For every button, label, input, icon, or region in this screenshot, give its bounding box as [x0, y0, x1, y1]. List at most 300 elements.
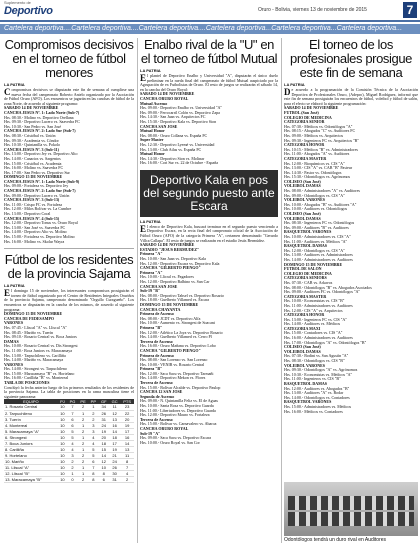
fixture-line: Hrs. 09:30.- Deportivo Lucero vs. Saavedra FC [4, 120, 80, 125]
fixture-heading: CANCHA JESÚS Nº. 2: Lado Sur (Sub-7) [4, 189, 76, 194]
fixture-heading: Sub-19 "B" [140, 289, 161, 294]
fixture-line: Hrs. 11:00.- Administradores vs. Auditores [284, 303, 353, 308]
table-cell: 20 [98, 434, 109, 440]
table-cell: 2. Tarpuchileno [4, 410, 58, 416]
fixture-line: Hrs. 09:00.- Odontólogos vs. CIS "A" [284, 193, 345, 198]
fixture-line: Hrs. 10:00.- Rosario Central vs. Dis Strongest [4, 344, 78, 349]
fixture-line: Hrs. 11:00.- Libertadores vs. Deportivo Guarda [140, 408, 216, 413]
fixture-heading: CANCHA JESÚS Nº. 3 (Sub-11) [4, 147, 59, 152]
fixture-heading: SÁBADO 14 DE NOVIEMBRE [284, 106, 339, 111]
table-cell: 24 [109, 458, 120, 464]
table-cell: 1 [78, 470, 88, 476]
table-cell: 10 [58, 446, 67, 452]
fixture-line: Hrs. 09:00.- Deportivo Enalbo vs. Universidad "A" [140, 106, 223, 111]
fixture-heading: DOMINGO 15 DE NOVIEMBRE [140, 302, 199, 307]
table-cell: 10 [98, 464, 109, 470]
column-header: PE [78, 399, 88, 404]
table-cell: 1 [78, 422, 88, 428]
fixture-line: Hrs. 13:00.- Deportivo Coral [4, 212, 51, 217]
fixture-line: Hrs. 13:00.- CIS "A" vs. CAB "B" Pasteur [284, 166, 353, 171]
fixture-line: Hrs. 11:00.- Auditores vs. Médicos "A" [284, 239, 348, 244]
table-cell: 2 [78, 416, 88, 422]
column-header: EQUIPO [4, 399, 58, 404]
fixture-line: Hrs. 14:00.- Canarios vs. Sargentos [4, 156, 61, 161]
fixture-heading: VOLEIBOL DAMAS [284, 184, 321, 189]
table-cell: 4 [67, 446, 78, 452]
fixture-line: Hrs. 12:00.- Saca Sacu vs. Deportivo Tarmañi [140, 371, 214, 376]
fixture-line: Hrs. 10:00.- Auditores vs. Odontólogos [284, 207, 347, 212]
fixture-line: Hrs. 11:00.- Abogados "A" vs. Auditores [284, 152, 350, 157]
fixture-line: Hrs. 11:00.- Ingenieros vs. CIS "B" [284, 377, 341, 382]
article-column-2 [140, 38, 278, 445]
table-cell: 2 [78, 458, 88, 464]
fixture-line: Hrs. 10:15.- Médicos "B" vs. Administradores [284, 147, 358, 152]
table-cell: 31 [98, 416, 109, 422]
table-cell: 10. Mariño [4, 458, 58, 464]
fixture-line: Hrs. 12:00.- Deportivo Mauro vs. Fortaleza [140, 413, 210, 418]
column-header: PJ [58, 399, 67, 404]
column-header: GC [109, 399, 120, 404]
fixture-line: Hrs. 07:30.- Bodini vs. San Agustín "A" [284, 354, 349, 359]
fixture-line: Hrs. 17:00.- San Pedro vs. Deportivo Sur [4, 170, 70, 175]
fixture-line: Hrs. 10:00.- Aumento vs. Strongest de Soacani [140, 321, 215, 326]
table-cell: 6 [67, 416, 78, 422]
table-cell: 5 [88, 452, 98, 458]
fixture-heading: CANCHA SAN JOSÉ [140, 284, 178, 289]
article-source: LA PATRIA [140, 68, 161, 73]
fixture-line: Hrs. 14:00.- Guelberto Villamed vs. Cerro Pl [140, 335, 212, 340]
fixture-list [4, 106, 134, 244]
article-lead: Compromisos decisivos se disputarán este fin de semana al cumplirse una nueva fecha del campeonato Roberto Antelo organizado por la Asociación de Fútbol Oruro (AFO). Los encuentros se jugarán en las canchas de fútbol de la zona Norte, de acuerdo al siguiente programa: [4, 87, 134, 106]
fixture-line: Hrs. 13:00.- Tarpuchileno vs. Carilliña [4, 353, 66, 358]
article-source: LA PATRIA [284, 82, 305, 87]
fixture-line: Hrs. 09:00.- Saca Sacu vs. Deportivo Escara [140, 436, 211, 441]
fixture-line: Hrs. 09:00.- Ferrocarril Colón vs. Deportivo Zapa [140, 110, 220, 115]
fixture-heading: Tercera de Ascenso [140, 339, 173, 344]
fixture-line: Hrs. 09:00.- Auditores FC vs. Odontólogos "A" [284, 290, 361, 295]
fixture-heading: Mutual Honor [140, 129, 165, 134]
page-number: 7 [403, 2, 417, 18]
table-cell: 2 [120, 476, 134, 482]
table-cell: 10 [58, 440, 67, 446]
fixture-heading: COLISEO (San José) [284, 212, 321, 217]
article-title: Fútbol de los residentes de la provincia Sajama [4, 252, 134, 282]
table-cell: 22 [120, 410, 134, 416]
fixture-line: Hrs. 10:30.- San Pedro vs. San José [4, 124, 61, 129]
fixture-heading: CANCHA JESÚS Nº. 4 (Sub-15) [4, 216, 60, 221]
fixture-line: Hrs. 16:00.- Administradores vs. Auditores [284, 336, 353, 341]
fixture-line: Hrs. 10:00.- Santa Rosa vs. Deportivo Guarda [140, 404, 214, 409]
table-cell: 2 [78, 428, 88, 434]
fixture-heading: VOLEIBOL VARONES [284, 363, 326, 368]
fixture-line: Hrs. 12:30.- Deportivo Lyemé vs. Universidad [140, 142, 215, 147]
table-cell: 12 [109, 410, 120, 416]
fixture-heading: CANCHA ORURO ROYAL [140, 427, 189, 431]
fixture-heading: VOLEIBOL DAMAS [284, 216, 321, 221]
table-cell: 17 [120, 428, 134, 434]
table-cell: 1 [88, 404, 98, 410]
fixture-line: Hrs. 08:00.- San Lorenzo vs. San Lorenzo [140, 358, 208, 363]
fixture-heading: VARONES [4, 362, 24, 367]
fixture-heading: CANCHA "GILBERTO PIENGO" [140, 266, 201, 271]
fixture-line: Hrs. 14:30.- San Juan vs. Arquitectos FC [140, 115, 206, 120]
fixture-line: Hrs. 16:00.- Molino vs. Saavedra FC [4, 166, 64, 171]
fixture-line: Hrs. 14:00.- Auditores vs. Médicos [284, 322, 341, 327]
fixture-heading: CATEGORÍA SENIOR [284, 120, 325, 125]
article-lead: El elenco de Deportivo Kala, buscará terminar en el segundo puesto venciendo a Deportivo Escara, en la recta final del campeonato oficial de la Asociación de Fútbol Oruro (AFO) de la categoría Primera "A", certamen denominado "Gerardo Villca Callapa". El resto de juegos se realizarán en el estadio Jesús Bermúdez. [140, 223, 278, 243]
table-cell: 5 [88, 446, 98, 452]
table-cell: 7 [67, 410, 78, 416]
fixture-heading: COLISEO (San José) [284, 179, 321, 184]
table-cell: 8 [88, 476, 98, 482]
photo-front-row [288, 512, 414, 526]
fixture-heading: Primera "B" [140, 325, 163, 330]
table-cell: 10 [58, 434, 67, 440]
fixture-line: Hrs. 08:00.- Oruro Collana vs. España FC [140, 133, 208, 138]
fixture-heading: FÚTBOL (San José) [284, 110, 319, 115]
column-divider [281, 38, 282, 543]
fixture-line: Hrs. 15:00.- Administradores vs. Médicos [284, 404, 351, 409]
fixture-heading: CANCHA JESÚS Nº. 2: Lado Sur (Sub-7) [4, 129, 76, 134]
fixture-line: Hrs. 14:00.- Deportivo Alto vs. Molino [4, 230, 67, 235]
table-cell: 6 [98, 476, 109, 482]
fixture-line: Hrs. 14:00.- Strongest vs. Tarpuchileno [4, 367, 67, 372]
fixture-line: Hrs. 15:00.- Cristóbal vs. Academia [4, 161, 62, 166]
photo-block [284, 478, 418, 543]
fixture-heading: CANCHA SAN JOSÉ [140, 124, 178, 129]
fixture-heading: TABLA DE POSICIONES [4, 381, 50, 386]
fixture-heading: Segunda de Ascenso [140, 394, 175, 399]
table-cell: 8 [120, 458, 134, 464]
fixture-heading: CANCHA ORURO ROYAL [140, 96, 189, 101]
team-photo [284, 482, 418, 536]
fixture-line: Hrs. 10:00.- Llicral vs. Pagadores [140, 275, 194, 280]
issue-date: Oruro - Bolivia, viernes 13 de noviembre de 2015 [258, 7, 367, 13]
fixture-heading: Primera de Ascenso [140, 312, 174, 317]
fixture-heading: DOMINGO 15 DE NOVIEMBRE [4, 312, 63, 317]
table-cell: 4 [88, 440, 98, 446]
table-cell: 10 [58, 428, 67, 434]
article-source: LA PATRIA [4, 283, 25, 289]
table-cell: 1 [78, 464, 88, 470]
fixture-heading: CANCHA DE FEDESAMPO [4, 316, 55, 321]
fixture-heading: CANCHA JESÚS Nº. 1: Lado Norte (Sub-7) [4, 110, 80, 115]
fixture-line: Hrs. 17:00.- Odontólogos "A" vs. Odontólogos "B" [284, 340, 367, 345]
table-cell: 5 [67, 434, 78, 440]
fixture-heading: Mutual Ascenso [140, 101, 168, 106]
fixture-line: Hrs. 09:30.- Ingenieros FC vs. Arquitectos "B" [284, 138, 359, 143]
table-cell: 10 [58, 476, 67, 482]
table-cell: 10 [58, 416, 67, 422]
fixture-list [4, 312, 134, 386]
fixture-line: Hrs. 09:00.- Auditores "B" vs. Auditores [284, 225, 349, 230]
fixture-line: Hrs. 07:45.- Lliscal "A" vs. Lliscal "A" [4, 325, 67, 330]
article-lead: De acuerdo a la programación de la Comisión Técnica de la Asociación Deportiva de Profesionales Oruro, (Adepro), Miguel Rodríguez, informó que este fin de semana prosiguirán los encuentros de fútbol, voleibol y fútbol de salón, para el efecto se elaboró la siguiente programación: [284, 87, 418, 106]
table-cell: 2 [78, 452, 88, 458]
fixture-line: Hrs. 09:00.- N. Quintanilla Feliz vs. El de Aguas [140, 399, 218, 404]
fixture-line: Hrs. 12:00.- Bioquímicos vs. CIS "A" [284, 161, 345, 166]
fixture-line: Hrs. 16:00.- Oruro Mañana vs. Deportivo Lobo [140, 344, 216, 349]
table-cell: 11 [109, 404, 120, 410]
article-source: LA PATRIA [140, 218, 161, 224]
table-cell: 19 [109, 446, 120, 452]
fixture-heading: SÁBADO 14 DE NOVIEMBRE [4, 106, 59, 111]
fixture-line: Hrs. 15:00.- Bolívar vs. Carnavalero vs. Abaroa [140, 422, 217, 427]
table-cell: 2 [67, 458, 78, 464]
fixture-heading: DAMAS [4, 339, 19, 344]
fixture-line: Hrs. 12:00.- Deportivo Tonus vs. Oruro Royal [4, 221, 78, 226]
column-header: PP [88, 399, 98, 404]
fixture-heading: FÚTBOL DE SALÓN [284, 267, 322, 272]
section-banner: Cartelera deportiva....Cartelera deportiva....Cartelera deportiva....Cartelera deportiva...Cartelera deportiva...Cartelera deportiva... [0, 24, 420, 34]
article-lead: El plantel de Deportivo Enalbo y Universidad "A", disputarán el único duelo preliminar en la rueda final del campeonato de fútbol Mutual auspiciado por la Agrupación de ex Futbolistas de Oruro. El resto de juegos se realizarán el sábado 14, en la cancha del Oruro Royal: [140, 73, 278, 92]
fixture-heading: CANCHA "GILBERTO PIENGO" [140, 348, 201, 353]
table-cell: 3 [88, 428, 98, 434]
fixture-heading: BASQUETBOL DAMAS [284, 244, 328, 249]
fixture-heading: SÁBADO 14 DE NOVIEMBRE [140, 92, 195, 97]
fixture-line: Hrs. 15:30.- Odontólogos vs. Agrónomos [284, 175, 351, 180]
fixture-line: Hrs. 10:00.- Oruro Royal vs. San Cor [140, 440, 200, 445]
fixture-heading: Sub-19 "A" [140, 431, 161, 436]
divider [4, 248, 134, 249]
fixture-line: Hrs. 08:00.- JCDT vs. Deportivo Alfa [140, 316, 201, 321]
article-title-box: Deportivo Kala en pos del segundo puesto ante Escara [140, 170, 278, 217]
table-cell: 7 [88, 464, 98, 470]
table-cell: 1 [78, 410, 88, 416]
table-cell: 21 [109, 452, 120, 458]
fixture-line: Hrs. 15:00.- Maracamaya "B" vs. Hortelano [4, 371, 75, 376]
fixture-list [140, 92, 278, 166]
fixture-heading: CANCHA 12 SAN JOSÉ [140, 390, 183, 395]
fixture-heading: CATEGORÍA HONOR [284, 313, 325, 318]
fixture-line: Hrs. 09:00.- Médicos vs. Arquitectos [284, 133, 343, 138]
table-body [4, 404, 134, 482]
table-cell: 2 [78, 404, 88, 410]
table-cell: 6 [88, 458, 98, 464]
fixture-heading: ESTADIO "JESÚS BERMÚDEZ" [140, 247, 200, 252]
table-cell: 19 [98, 428, 109, 434]
fixture-heading: SÁBADO 14 DE NOVIEMBRE [140, 243, 195, 248]
table-cell: 4 [120, 470, 134, 476]
table-cell: 17 [109, 440, 120, 446]
table-cell: 16 [109, 422, 120, 428]
fixture-line: Hrs. 11:00.- Crispo FC vs. Fortaleza [4, 202, 63, 207]
table-cell: 10 [58, 464, 67, 470]
article-note: Conclúyó la fecha anterior luego de los primeros resultados de los residentes de la provincia Sajama. La tabla de posiciones en la rama masculina tiene el siguiente panorama: [4, 384, 134, 399]
logo: Deportivo [4, 5, 53, 17]
table-cell: 7 [120, 464, 134, 470]
table-cell: 10 [58, 458, 67, 464]
fixture-heading: Primera "A" [140, 252, 163, 257]
fixture-line: Hrs. 12:00.- Deportivo Balbino vs. San Car [140, 280, 210, 284]
fixture-line: Hrs. 13:00.- San José vs. Saavedra FC [4, 225, 66, 230]
table-cell: 14 [98, 452, 109, 458]
photo-caption: Odontólogos tendrá un duro rival en Auditores [284, 537, 387, 543]
fixture-line: Hrs. 10:00.- VENIR vs. Rosario Central [140, 362, 205, 367]
table-cell: 12. Lliscal "B" [4, 470, 58, 476]
fixture-line: Hrs. 14:30.- Pastor vs. Odontólogos [284, 170, 342, 175]
fixture-heading: COLEGIO DE MEDICINA [284, 271, 332, 276]
table-cell: 4 [67, 440, 78, 446]
table-cell: 14 [120, 440, 134, 446]
fixture-line: Hrs. 14:00.- Mariño vs. Maracamaya [4, 358, 64, 363]
fixture-line: Hrs. 12:00.- CIS "A" vs. Arquitectos [284, 308, 343, 313]
article-column-3 [284, 38, 418, 414]
table-cell: 4 [88, 434, 98, 440]
fixture-heading: Primera de Ascenso [140, 353, 174, 358]
fixture-line: Hrs. 16:00.- Molino vs. Skolar Wayra [4, 239, 65, 244]
article-title: Compromisos decisivos en el torneo de fútbol menores [4, 37, 134, 80]
fixture-heading: Mutual Honor [140, 152, 165, 157]
fixture-line: Hrs. 08:00.- Odontólogos "B" vs. Abogados Asociados [284, 285, 372, 290]
table-cell: 23 [120, 404, 134, 410]
table-cell: 13 [120, 446, 134, 452]
fixture-heading: CANCHA CHAYANTA [140, 307, 181, 312]
fixture-heading: CATEGORÍA MAXI [284, 326, 321, 331]
fixture-line: Hrs. 10:00.- Abogados "B" vs. Auditores "A" [284, 202, 357, 207]
fixture-heading: COLISEO (San José) [284, 345, 321, 350]
table-cell: 30 [109, 470, 120, 476]
table-cell: 2 [67, 464, 78, 470]
table-cell: 3. Tuerín [4, 416, 58, 422]
table-cell: 26 [98, 410, 109, 416]
fixture-heading: VOLEIBOL VARONES [284, 198, 326, 203]
fixture-heading: BASQUETBOL VARONES [284, 400, 332, 405]
page-header [0, 0, 420, 22]
table-cell: 5. Maracamaya "A" [4, 428, 58, 434]
fixture-heading: VARONES [4, 321, 24, 326]
column-header: PG [67, 399, 78, 404]
table-cell: 24 [98, 422, 109, 428]
table-cell: 16 [120, 434, 134, 440]
fixture-line: Hrs. 13:00.- Deportivo Jey vs. Deportivo Alto [4, 152, 78, 157]
fixture-line: Hrs. 07:30.- Médicos vs. Odontólogos "A" [284, 124, 353, 129]
fixture-heading: CATEGORÍA MASTER [284, 156, 327, 161]
table-cell: 10 [58, 470, 67, 476]
table-cell: 0 [67, 476, 78, 482]
article-source: LA PATRIA [4, 82, 25, 87]
fixture-heading: CANCHA JESÚS Nº. 1: Lado Norte (Sub-9) [4, 179, 80, 184]
fixture-line: Hrs. 18:00.- Guelberto Villamed vs. Escara [140, 298, 210, 303]
fixture-line: Hrs. 08:30.- Odontólogos vs. CIS "B" [284, 359, 345, 364]
table-cell: 13 [109, 416, 120, 422]
fixture-heading: BASQUETBOL VARONES [284, 230, 332, 235]
standings-table [4, 399, 134, 482]
table-cell: 1 [78, 434, 88, 440]
fixture-line: Hrs. 11:00.- Boca Juniors vs. Maracamaya [4, 348, 73, 353]
column-header: GF [98, 399, 109, 404]
fixture-line: Hrs. 10:00.- Economistas vs. CIS "B" [284, 299, 345, 304]
article-title: El torneo de los profesionales prosigue este fin de semana [289, 37, 412, 80]
fixture-heading: COLEGIO DE MEDICINA [284, 115, 332, 120]
table-cell: 15 [98, 446, 109, 452]
table-cell: 14 [109, 428, 120, 434]
logo-subtitle: Suplemento de [4, 0, 31, 5]
fixture-line: Hrs. 10:00.- Administradores vs. CIS "A" [284, 235, 351, 239]
fixture-heading: Tercera de Ascenso [140, 417, 173, 422]
fixture-line: Hrs. 12:00.- Milos Bolívar vs. La Cumbre [4, 207, 72, 212]
fixture-line: Hrs. 13:00.- Ingenieros FC vs. CIS "A" [284, 317, 347, 322]
fixture-line: Hrs. 14:00.- Odontólogos vs. Contadores [284, 395, 350, 400]
fixture-line: Hrs. 12:00.- Deportivo Escara vs. Deportivo Kala [140, 261, 220, 266]
table-cell: 2 [78, 476, 88, 482]
fixture-line: Hrs. 08:00.- Deportivo Tabsel vs. Deportivo Rosario [140, 293, 224, 298]
fixture-line: Hrs. 08:45.- Mariño vs. Tuerín [4, 330, 54, 335]
fixture-heading: CATEGORÍA MASTER [284, 294, 327, 299]
table-row [4, 476, 134, 482]
fixture-line: Hrs. 12:00.- Odontólogos vs. CIS "A" [284, 248, 345, 253]
fixture-line: Hrs. 09:30.- Odontólogos "A" vs. Agrónomos [284, 368, 358, 373]
column-divider [137, 38, 138, 543]
fixture-line: Hrs. 15:00.- Contadores vs. CIS "A" [284, 331, 343, 336]
fixture-line: Hrs. 15:00.- Bolívar Alcalde vs. Deportivo Paulop [140, 385, 221, 390]
table-cell: 20 [120, 416, 134, 422]
table-cell: 2 [88, 410, 98, 416]
fixture-line: Hrs. 10:00.- San Juan vs. Deportivo Kala [140, 257, 206, 262]
fixture-line: Hrs. 08:30.- Cristóbal vs. Unión [4, 133, 56, 138]
fixture-heading: CANCHA JESÚS Nº. 3 (Sub-13) [4, 198, 60, 203]
fixture-line: Hrs. 08:15.- Abogados "C" vs. Auditores FC [284, 129, 356, 134]
table-cell: 10 [58, 452, 67, 458]
table-cell: 10 [58, 422, 67, 428]
fixture-line: Hrs. 09:30.- Academia vs. Cóndor [4, 138, 59, 143]
fixture-line: Hrs. 07:30.- CAB vs. Arkavos [284, 280, 333, 285]
fixture-line: Hrs. 13:00.- Auditores "A" vs. Bodar [284, 391, 344, 396]
table-cell: 10 [58, 410, 67, 416]
table-cell: 31 [109, 476, 120, 482]
table-cell: 2 [78, 440, 88, 446]
table-cell: 3 [67, 452, 78, 458]
fixture-line: Hrs. 16:00.- Carilliña "B" vs. Montereal [4, 376, 69, 381]
table-cell: 34 [98, 404, 109, 410]
table-cell: 18 [98, 440, 109, 446]
fixture-heading: BASQUETBOL DAMAS [284, 382, 328, 386]
table-cell: 11. Lliscal "A" [4, 464, 58, 470]
table-cell: 18 [109, 434, 120, 440]
fixture-line: Hrs. 08:00.- Administradores "A" vs. Auditores [284, 189, 360, 194]
table-cell: 8 [98, 470, 109, 476]
fixture-line: Hrs. 12:00.- Auditores vs. Abogados "B" [284, 386, 350, 391]
table-cell: 6 [67, 422, 78, 428]
table-cell: 4. Montereal [4, 422, 58, 428]
fixture-line: Hrs. 14:30.- Deportivo Sion vs. Molinar [140, 156, 205, 161]
table-cell: 5 [67, 428, 78, 434]
fixture-heading: CATEGORÍA HONOR [284, 143, 325, 148]
fixture-line: Hrs. 10:30.- Economistas vs. Médicos "A" [284, 372, 353, 377]
table-cell: 3 [88, 422, 98, 428]
table-cell: 1. Rosario Central [4, 404, 58, 410]
fixture-line: Hrs. 09:10.- Rosario Central vs. Boca Juniors [4, 335, 77, 340]
fixture-line: Hrs. 16:00.- Cori Sur vs. 22 de Octubre - España [140, 161, 218, 166]
photo-back-row [288, 496, 414, 510]
fixture-heading: DOMINGO 15 DE NOVIEMBRE [4, 175, 63, 180]
fixture-heading: Primera "A" [140, 270, 163, 275]
fixture-line: Hrs. 12:00.- Atlético La Joya vs. Deportivo Rosario [140, 330, 223, 335]
table-cell: 2 [88, 416, 98, 422]
fixture-line: Hrs. 16:00.- Médicos vs. Contadores [284, 409, 343, 414]
fixture-line: Hrs. 14:00.- Deportivo Mekon vs. Flores [140, 376, 206, 381]
fixture-list [140, 243, 278, 445]
table-cell: 10 [58, 404, 67, 410]
fixture-line: Hrs. 13:00.- Club Atlas vs. España FC [140, 147, 202, 152]
fixture-list [284, 106, 418, 414]
article-lead: El domingo 15 de noviembre, los interesantes compromisos prosiguirán el torneo de fútbol organizado por el Centro de Residentes Integrales Oruriños de la provincia Sajama, campeonato denominado "Orgullo Curagueño". Los encuentros se disputarán en la cancha de los mismos, de acuerdo al siguiente programa: [4, 288, 134, 312]
fixture-line: Hrs. 09:00.- Deportivo Lucero vs. Unión [4, 193, 70, 198]
fixture-line: Hrs. 10:30.- Quintanilla vs. Pokolo [4, 143, 61, 148]
table-cell: 9. Hortelano [4, 452, 58, 458]
fixture-heading: VOLEIBOL DAMAS [284, 349, 321, 354]
fixture-heading: Tercera de Ascenso [140, 381, 173, 386]
